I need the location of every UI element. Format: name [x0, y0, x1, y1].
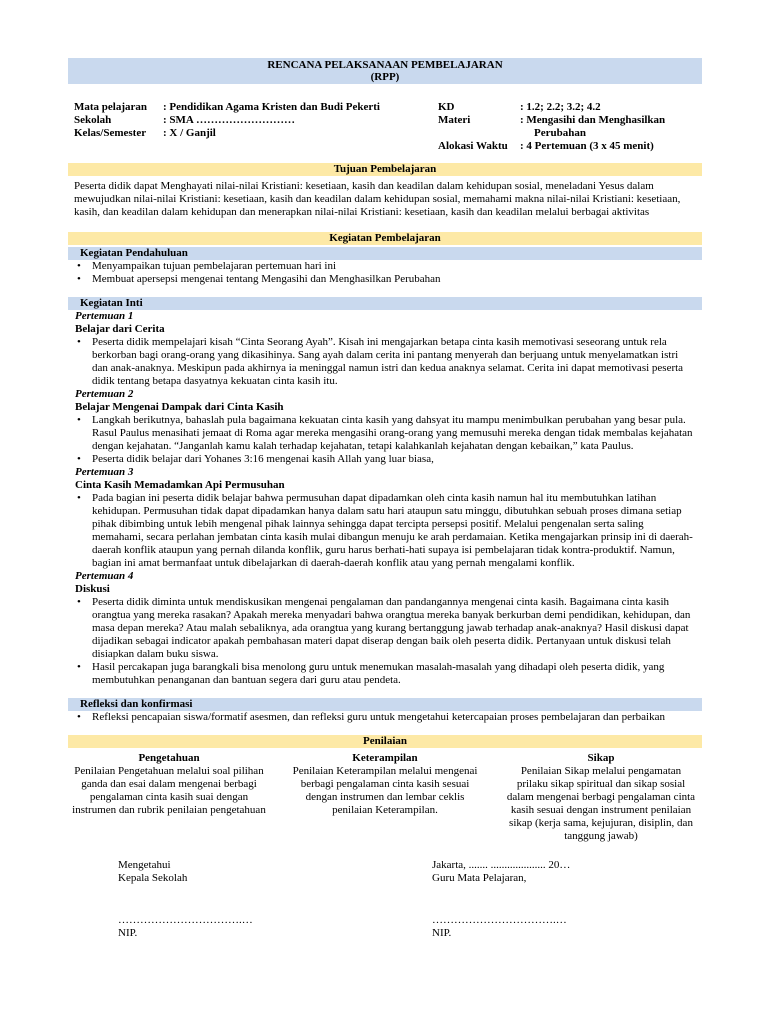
sikap-title: Sikap: [587, 752, 615, 764]
list-item: • Peserta didik mempelajari kisah “Cinta Seorang Ayah”. Kisah ini mengajarkan betapa cinta kasih memotivasi seseorang untuk rela berkorban bagi orang-orang yang dikasihinya. Sang ayah dalam cerita ini pantang menyerah dan berjuang untuk menyelamatkan istri dan anak-anaknya. Meskipun pada akhirnya ia meninggal namun istri dan kedua anaknya selamat. Cerita ini dapat memotivasi peserta didik tentang betapa dasyatnya kekuatan cinta kasih itu.: [68, 336, 696, 388]
keterampilan-text: Penilaian Keterampilan melalui mengenai berbagi pengalaman cinta kasih sesuai dengan instrumen dan lembar ceklis penilaian Keterampilan.: [292, 765, 478, 816]
refleksi-list: [68, 711, 702, 724]
penilaian-pengetahuan: [68, 752, 282, 843]
penilaian-columns: [68, 752, 702, 843]
list-item: • Menyampaikan tujuan pembelajaran pertemuan hari ini: [68, 260, 696, 273]
sign-left-dots: …………………………….…: [118, 914, 253, 926]
sikap-text: Penilaian Sikap melalui pengamatan prilaku sikap spiritual dan sikap sosial dalam mengenai berbagi pengalaman cinta kasih sesuai dengan instrument penilaian sikap (kerja sama, kejujuran, disiplin, dan tanggung jawab): [506, 765, 696, 842]
materi-value-continued: Perubahan: [534, 127, 586, 139]
kelas-row: [74, 127, 216, 140]
pendahuluan-list: [68, 260, 702, 286]
sekolah-value: : SMA ………………………: [163, 114, 295, 126]
list-item: • Peserta didik diminta untuk mendiskusikan mengenai pengalaman dan pandangannya mengenai cinta kasih. Bagaimana cinta kasih orangtua yang mereka rasakan? Apakah mereka menyadari bahwa orangtua mereka banyak berkurban demi pendidikan, kehidupan, dan masa depan mereka? Atau malah sebaliknya, ada orangtua yang kurang bertanggung jawab terhadap anak-anaknya? Hasil diskusi dapat dijadikan sebagai indicator apakah pembahasan materi dapat diserap dengan baik oleh peserta didik. Pertanyaan untuk diskusi telah disiapkan dalam buku siswa.: [68, 596, 696, 661]
materi-row: [438, 114, 665, 127]
list-item: • Langkah berikutnya, bahaslah pula bagaimana kekuatan cinta kasih yang dahsyat itu mampu menimbulkan perubahan yang besar pula. Rasul Paulus menasihati jemaat di Roma agar mereka mengasihi orang-orang yang memusuhi mereka dengan tidak membalas kejahatan dengan kejahatan. “Janganlah kamu kalah terhadap kejahatan, tetapi kalahkanlah kejahatan dengan kebaikan,” kata Paulus.: [68, 414, 696, 453]
pertemuan-3-list: [68, 492, 702, 570]
pertemuan-4-title: Diskusi: [75, 583, 110, 595]
refleksi-heading: Refleksi dan konfirmasi: [68, 698, 702, 711]
materi-value: : Mengasihi dan Menghasilkan: [520, 114, 666, 126]
pertemuan-1-label: Pertemuan 1: [75, 310, 134, 322]
kegiatan-heading: Kegiatan Pembelajaran: [68, 232, 702, 245]
penilaian-sikap: [488, 752, 702, 843]
kd-value: : 1.2; 2.2; 3.2; 4.2: [520, 101, 601, 113]
penilaian-heading: Penilaian: [68, 735, 702, 748]
document-title-band: [68, 58, 702, 84]
pengetahuan-title: Pengetahuan: [138, 752, 200, 764]
pertemuan-1-title: Belajar dari Cerita: [75, 323, 165, 335]
alokasi-label: Alokasi Waktu: [438, 140, 508, 152]
document-subtitle: (RPP): [370, 71, 400, 83]
sign-right-line1: Jakarta, ....... .................... 20…: [432, 859, 571, 871]
tujuan-text: Peserta didik dapat Menghayati nilai-nilai Kristiani: kesetiaan, kasih dan keadilan dalam kehidupan sosial, meneladani Yesus dalam mewujudkan nilai-nilai Kristiani: kesetiaan, kasih dan keadilan dalam kehidupan sosial, memahami makna nilai-nilai Kristiani: kesetiaan, kasih, dan keadilan dalam kehidupan dan menerapkan nilai-nilai Kristiani: kesetiaan, kasih dan keadilan melalui berbagai aktivitas: [74, 180, 681, 218]
kd-row: [438, 101, 601, 114]
kd-label: KD: [438, 101, 455, 113]
pertemuan-4-list: [68, 596, 702, 687]
inti-heading: Kegiatan Inti: [68, 297, 702, 310]
sign-left-line1: Mengetahui: [118, 859, 171, 871]
list-item: • Peserta didik belajar dari Yohanes 3:16 mengenai kasih Allah yang luar biasa,: [68, 453, 696, 466]
rpp-document: [68, 58, 702, 949]
sign-left-line2: Kepala Sekolah: [118, 872, 188, 884]
penilaian-keterampilan: [282, 752, 488, 843]
keterampilan-title: Keterampilan: [352, 752, 418, 764]
mapel-value: : Pendidikan Agama Kristen dan Budi Pekerti: [163, 101, 380, 113]
alokasi-value: : 4 Pertemuan (3 x 45 menit): [520, 140, 654, 152]
list-item: • Refleksi pencapaian siswa/formatif asesmen, dan refleksi guru untuk mengetahui ketercapaian proses pembelajaran dan perbaikan: [68, 711, 696, 724]
kelas-value: : X / Ganjil: [163, 127, 216, 139]
sign-right-dots: …………………………….…: [432, 914, 567, 926]
document-title: RENCANA PELAKSANAAN PEMBELAJARAN: [267, 59, 503, 71]
sekolah-row: [74, 114, 295, 127]
materi-label: Materi: [438, 114, 471, 126]
sekolah-label: Sekolah: [74, 114, 112, 126]
pertemuan-1-list: [68, 336, 702, 388]
pertemuan-4-label: Pertemuan 4: [75, 570, 134, 582]
sign-left-nip: NIP.: [118, 927, 138, 939]
pertemuan-3-label: Pertemuan 3: [75, 466, 134, 478]
list-item: • Pada bagian ini peserta didik belajar bahwa permusuhan dapat dipadamkan oleh cinta kasih namun hal itu membutuhkan latihan kehidupan. Permusuhan tidak dapat dipadamkan hanya dalam satu hari ataupun satu minggu, dibutuhkan sebuah proses dimana setiap pihak dibimbing untuk lebih mengenal pihak lainnya sehingga dapat tercipta persepsi positif. Melalui pengenalan serta saling memahami, secara perlahan jembatan cinta kasih mulai dibangun menuju ke arah perdamaian. Ketika mengajarkan prinsip ini di daerah-daerah konflik ataupun yang pernah dilanda konflik, guru harus berhati-hati supaya isi pembelajaran tidak kontra-produktif. Namun, bagian ini amat bermanfaat untuk dibelajarkan di daerah-daerah konflik atau yang pernah mengalami konflik.: [68, 492, 696, 570]
sign-right-line2: Guru Mata Pelajaran,: [432, 872, 527, 884]
pertemuan-2-label: Pertemuan 2: [75, 388, 134, 400]
pengetahuan-text: Penilaian Pengetahuan melalui soal pilihan ganda dan esai dalam mengenai berbagi pengalaman cinta kasih suai dengan instrumen dan rubrik penilaian pengetahuan: [72, 765, 266, 816]
mapel-label: Mata pelajaran: [74, 101, 148, 113]
kelas-label: Kelas/Semester: [74, 127, 147, 139]
tujuan-heading: Tujuan Pembelajaran: [68, 163, 702, 176]
signature-block: [68, 859, 702, 949]
pendahuluan-heading: Kegiatan Pendahuluan: [68, 247, 702, 260]
list-item: • Hasil percakapan juga barangkali bisa menolong guru untuk menemukan masalah-masalah yang dihadapi oleh peserta didik, yang membutuhkan penanganan dan bantuan segera dari guru atau pendeta.: [68, 661, 696, 687]
mapel-row: [74, 101, 380, 114]
pertemuan-2-title: Belajar Mengenai Dampak dari Cinta Kasih: [75, 401, 284, 413]
pertemuan-2-list: [68, 414, 702, 466]
sign-right-nip: NIP.: [432, 927, 452, 939]
pertemuan-3-title: Cinta Kasih Memadamkan Api Permusuhan: [75, 479, 285, 491]
list-item: • Membuat apersepsi mengenai tentang Mengasihi dan Menghasilkan Perubahan: [68, 273, 696, 286]
alokasi-row: [438, 140, 654, 153]
info-block: [68, 101, 702, 153]
